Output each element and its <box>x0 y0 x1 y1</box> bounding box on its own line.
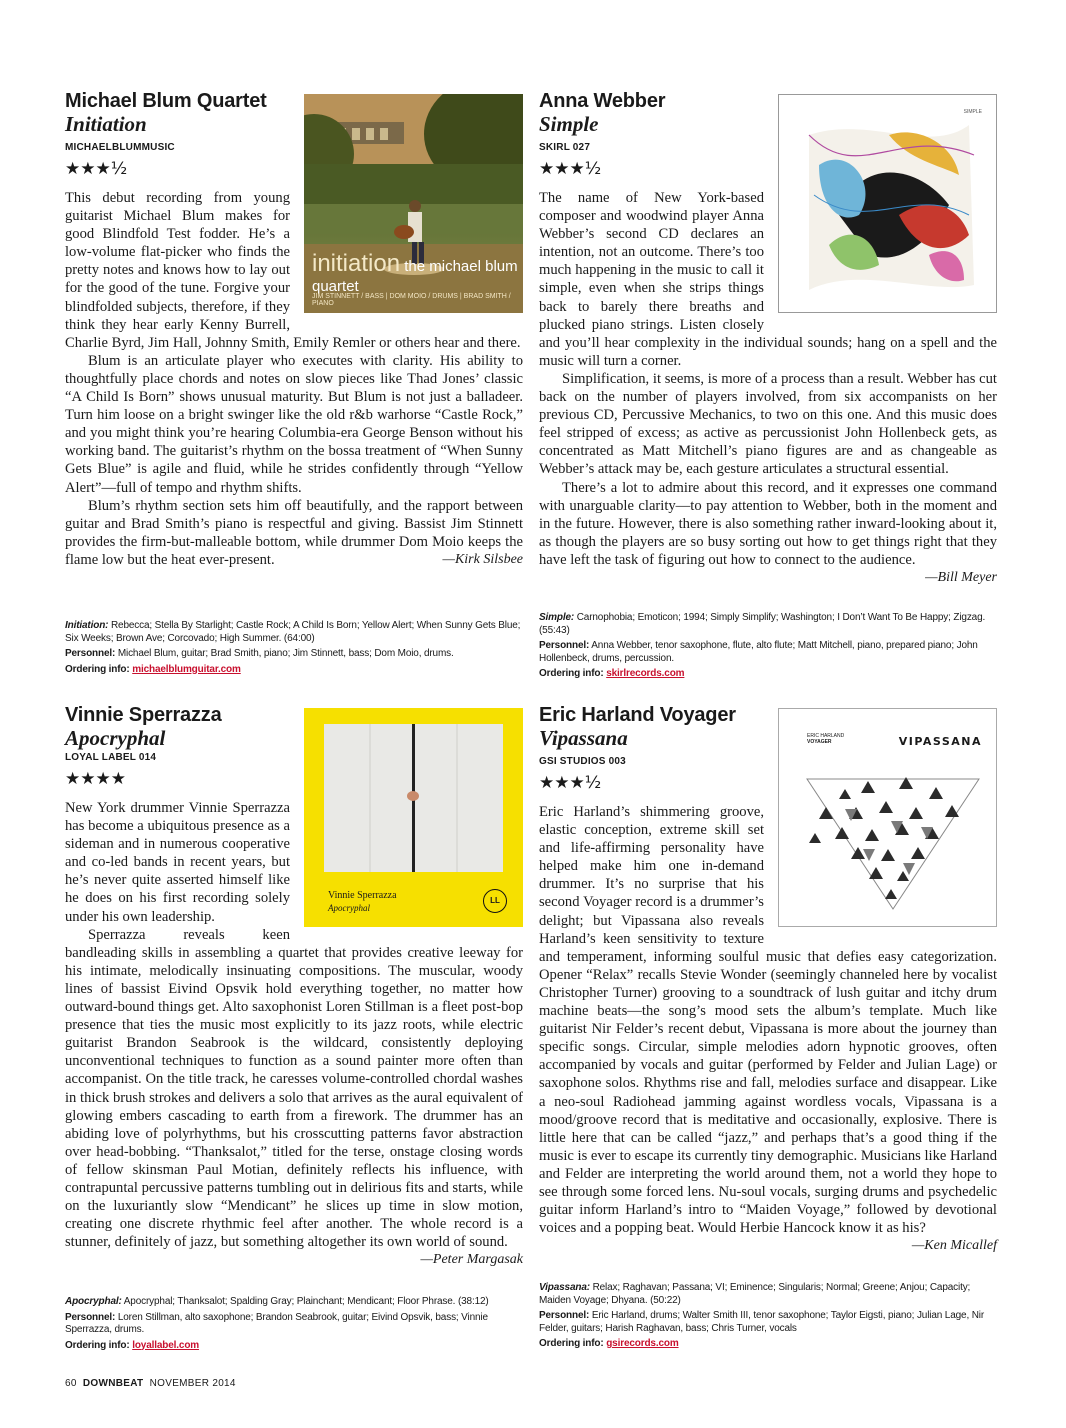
reviewer-signature: —Ken Micallef <box>911 1238 997 1254</box>
review-metadata <box>65 620 523 679</box>
album-title: Initiation <box>65 112 147 136</box>
reviewer-signature: —Bill Meyer <box>925 569 997 585</box>
cover-triangles-graphic <box>779 709 996 926</box>
record-label: GSI STUDIOS 003 <box>539 756 626 767</box>
loyal-label-logo-icon: LL <box>483 889 507 913</box>
cover-art-graphic <box>779 95 996 312</box>
artist-name: Eric Harland Voyager <box>539 704 736 726</box>
issue-date: NOVEMBER 2014 <box>149 1378 236 1389</box>
album-cover-initiation <box>304 94 523 313</box>
review-paragraph: New York drummer Vinnie Sperrazza has become a ubiquitous presence as a sideman and in numerous cooperative and co-led bands in recent years, but he’s never quite asserted himself like he does on his first recording solely under his own leadership. <box>65 800 290 925</box>
review-paragraph: Blum’s rhythm section sets him off beautifully, and the rapport between guitar and Brad Smith’s piano is respectful and giving. Bassist Jim Stinnett provides the firm-but-malleable bottom, while drummer Dom Moio keeps the flame low but the heat ever-present. —Kirk Silsbee <box>65 497 523 568</box>
review-paragraph: There’s a lot to admire about this record, and it expresses one command with unarguable clarity—to pay attention to Webber, both in the moment and in the future. However, there is also something rather inward-looking about it, as though the players are so busy sorting out how to get things right that they have left the task of figuring out how to connect to the audience. <box>539 479 997 568</box>
album-cover-vipassana <box>778 708 997 927</box>
cover-title-text: initiation the michael blum quartet <box>312 250 518 295</box>
review-michael-blum <box>65 90 523 675</box>
ordering-info: Ordering info: skirlrecords.com <box>539 668 685 679</box>
page-number: 60 <box>65 1378 77 1389</box>
review-paragraph: Simplification, it seems, is more of a process than a result. Webber has cut back on the number of players involved, from six accompanists on her previous CD, Percussive Mechanics, to two on this one. And this music does feel stripped of excess; as active as percussionist John Hollenbeck gets, as concentrated as Matt Mitchell’s piano figures are and as changeable as Webber’s attack may be, each gesture articulates a structural essential. <box>539 370 997 478</box>
star-rating: ★★★★ <box>65 769 126 789</box>
cover-title-text: VIPASSANA <box>898 735 982 748</box>
album-title: Simple <box>539 112 599 136</box>
track-list: Vipassana: Relax; Raghavan; Passana; VI; Eminence; Singularis; Normal; Greene; Anjou; Capacity; Maiden Voyage; Dhyana. (50:22) <box>539 1282 971 1306</box>
star-rating: ★★★½ <box>539 773 602 793</box>
ordering-link[interactable]: skirlrecords.com <box>606 668 685 679</box>
review-paragraph: Sperrazza reveals keen bandleading skills in assembling a quartet that provides creative leeway for his intimate, melodically insinuating compositions. The muscular, woody lines of bassist Eivind Opsvik hold everything together, no matter how outward-bound things get. Alto saxophonist Loren Stillman is a fleet post-bop presence that ties the music most explicitly to its jazz roots, while electric guitarist Brandon Seabrook is the wildcard, consistently deploying unconventional techniques to function as a sound painter more often than accompanist. On the title track, he caresses volume-controlled chordal washes in thick brush strokes and delivers a solo that arrives as the aural equivalent of glowing embers cascading to earth from a firework. The drummer has an abiding love of polyrhythms, but his crosscutting patterns favor abstraction over head-bobbing. “Thanksalot,” titled for the terse, onstage closing words of fellow skinsman Paul Motian, definitely reflects his influence, with contrapuntal percussive patterns tumbling out in delirious fits and starts, while on the luxuriantly slow “Mendicant” he slices up time in slow motion, creating one discrete rhythmic feel after another. The whole record is a stunner, definitely of jazz, but something altogether its own world of sound. —Peter Margasak <box>65 926 523 1252</box>
reviewer-signature: —Peter Margasak <box>420 1252 523 1268</box>
review-eric-harland <box>539 704 997 1349</box>
cover-tag: SIMPLE <box>963 109 982 115</box>
personnel: Personnel: Michael Blum, guitar; Brad Smith, piano; Jim Stinnett, bass; Dom Moio, drums. <box>65 648 454 659</box>
review-metadata <box>65 1296 523 1355</box>
review-paragraph: This debut recording from young guitarist Michael Blum makes for good Blindfold Test fodder. He’s a low-volume flat-picker who finds the pretty notes and knows how to lay out for the good of the tune. Forgive your blindfolded subjects, therefore, if they think they hear early Kenny Burrell, Charlie Byrd, Jim Hall, Johnny Smith, Emily Remler or others hear and there. <box>65 190 521 351</box>
album-title: Apocryphal <box>65 726 166 750</box>
review-anna-webber <box>539 90 997 679</box>
track-list: Initiation: Rebecca; Stella By Starlight; Castle Rock; A Child Is Born; Yellow Alert; When Sunny Gets Blue; Six Weeks; Brown Ave; Corcovado; High Summer. (64:00) <box>65 620 521 644</box>
track-list: Apocryphal: Apocryphal; Thanksalot; Spalding Gray; Plainchant; Mendicant; Floor Phrase. (38:12) <box>65 1296 489 1307</box>
star-rating: ★★★½ <box>65 159 128 179</box>
artist-name: Michael Blum Quartet <box>65 90 267 112</box>
ordering-link[interactable]: michaelblumguitar.com <box>132 663 241 675</box>
ordering-info: Ordering info: gsirecords.com <box>539 1338 679 1349</box>
ordering-link[interactable]: loyallabel.com <box>132 1339 200 1351</box>
review-metadata <box>539 612 997 684</box>
review-paragraph: Eric Harland’s shimmering groove, elastic conception, extreme skill set and life-affirming personality have helped make him one in-demand drummer. It’s no surprise that his second Voyager record is a drummer’s delight; but Vipassana also reveals Harland’s keen sensitivity to texture and temperament, informing soulful music that defies easy categorization. Opener “Relax” recalls Stevie Wonder (seemingly channeled here by vocalist Christopher Turner) grooving to a soundtrack of lush guitar and itchy drum machine beats—the song’s mood sets the album’s template. Much like guitarist Nir Felder’s recent debut, Vipassana is more about the journey than specific songs. Circular, simple melodies adorn hypnotic grooves, often accompanied by vocals and guitar (performed by Felder and Julian Lage) or saxophone solos. Rhythms rise and fall, melodies surface and disappear. Like a neo-soul Radiohead jamming against wordless vocals, Vipassana is a mood/groove record that is meditative and occasionally, explosive. There is little here that can be called “jazz,” and perhaps that’s a good thing if the music is ever to escape its currently tiny demographic. Musicians like Harland and Felder are interpreting the world around them, not a world they hope to see through some forced lens. Nu-soul vocals, surging drums and psychedelic guitar inform Harland’s intro to “Maiden Voyage,” followed by devotional voices and a popping beat. Would Herbie Hancock know it as his? <box>539 804 997 1237</box>
cover-subtitle-text: JIM STINNETT / BASS | DOM MOIO / DRUMS | BRAD SMITH / PIANO <box>312 293 511 307</box>
personnel: Personnel: Loren Stillman, alto saxophone; Brandon Seabrook, guitar; Eivind Opsvik, bass; Vinnie Sperrazza, drums. <box>65 1311 488 1335</box>
review-paragraph: The name of New York-based composer and woodwind player Anna Webber’s second CD declares an intention, not an outcome. There’s too much happening in the music to call it simple, even when she strips things back to barely there breaths and plucked piano strings. Listen closely and you’ll hear complexity in the individual sounds; hang on a spell and the music will turn a corner. <box>539 190 997 369</box>
magazine-name: DOWNBEAT <box>82 1378 144 1389</box>
review-paragraph: Blum is an articulate player who executes with clarity. His ability to thoughtfully place chords and notes on slow pieces like Thad Jones’ classic “A Child Is Born” shows unusual maturity. But Blum is not just a balladeer. Turn him loose on a bright swinger like the old r&b warhorse “Castle Rock,” and you might think you’re hearing Columbia-era George Benson without his working band. The guitarist’s rhythm on the bossa treatment of “When Sunny Gets Blue” is agile and fluid, while he strides confidently through “Yellow Alert”—full of tempo and rhythm shifts. <box>65 352 523 496</box>
personnel: Personnel: Anna Webber, tenor saxophone, flute, alto flute; Matt Mitchell, piano, prepared piano; John Hollenbeck, drums, percussion. <box>539 640 978 664</box>
album-cover-simple <box>778 94 997 313</box>
review-metadata <box>539 1282 997 1354</box>
track-list: Simple: Carnophobia; Emoticon; 1994; Simply Simplify; Washington; I Don’t Want To Be Happy; Zigzag. (55:43) <box>539 612 986 636</box>
record-label: MICHAELBLUMMUSIC <box>65 142 175 153</box>
personnel: Personnel: Eric Harland, drums; Walter Smith III, tenor saxophone; Taylor Eigsti, piano; Julian Lage, Nir Felder, guitars; Harish Raghavan, bass; Chris Turner, vocals <box>539 1310 985 1334</box>
cover-album-title: Apocryphal <box>328 903 370 913</box>
album-cover-apocryphal <box>304 708 523 927</box>
cover-doors-graphic <box>324 724 503 872</box>
cover-artist-text: ERIC HARLAND VOYAGER <box>807 733 845 745</box>
page-footer <box>65 1378 236 1389</box>
album-title: Vipassana <box>539 726 628 750</box>
review-vinnie-sperrazza <box>65 704 523 1351</box>
cover-photo-area <box>324 724 503 872</box>
ordering-link[interactable]: gsirecords.com <box>606 1338 679 1349</box>
artist-name: Vinnie Sperrazza <box>65 704 222 726</box>
ordering-info: Ordering info: michaelblumguitar.com <box>65 663 241 675</box>
record-label: LOYAL LABEL 014 <box>65 752 157 763</box>
record-label: SKIRL 027 <box>539 142 591 153</box>
cover-artist-name: Vinnie Sperrazza <box>328 890 397 901</box>
star-rating: ★★★½ <box>539 159 602 179</box>
artist-name: Anna Webber <box>539 90 666 112</box>
ordering-info: Ordering info: loyallabel.com <box>65 1339 200 1351</box>
reviewer-signature: —Kirk Silsbee <box>442 551 523 567</box>
